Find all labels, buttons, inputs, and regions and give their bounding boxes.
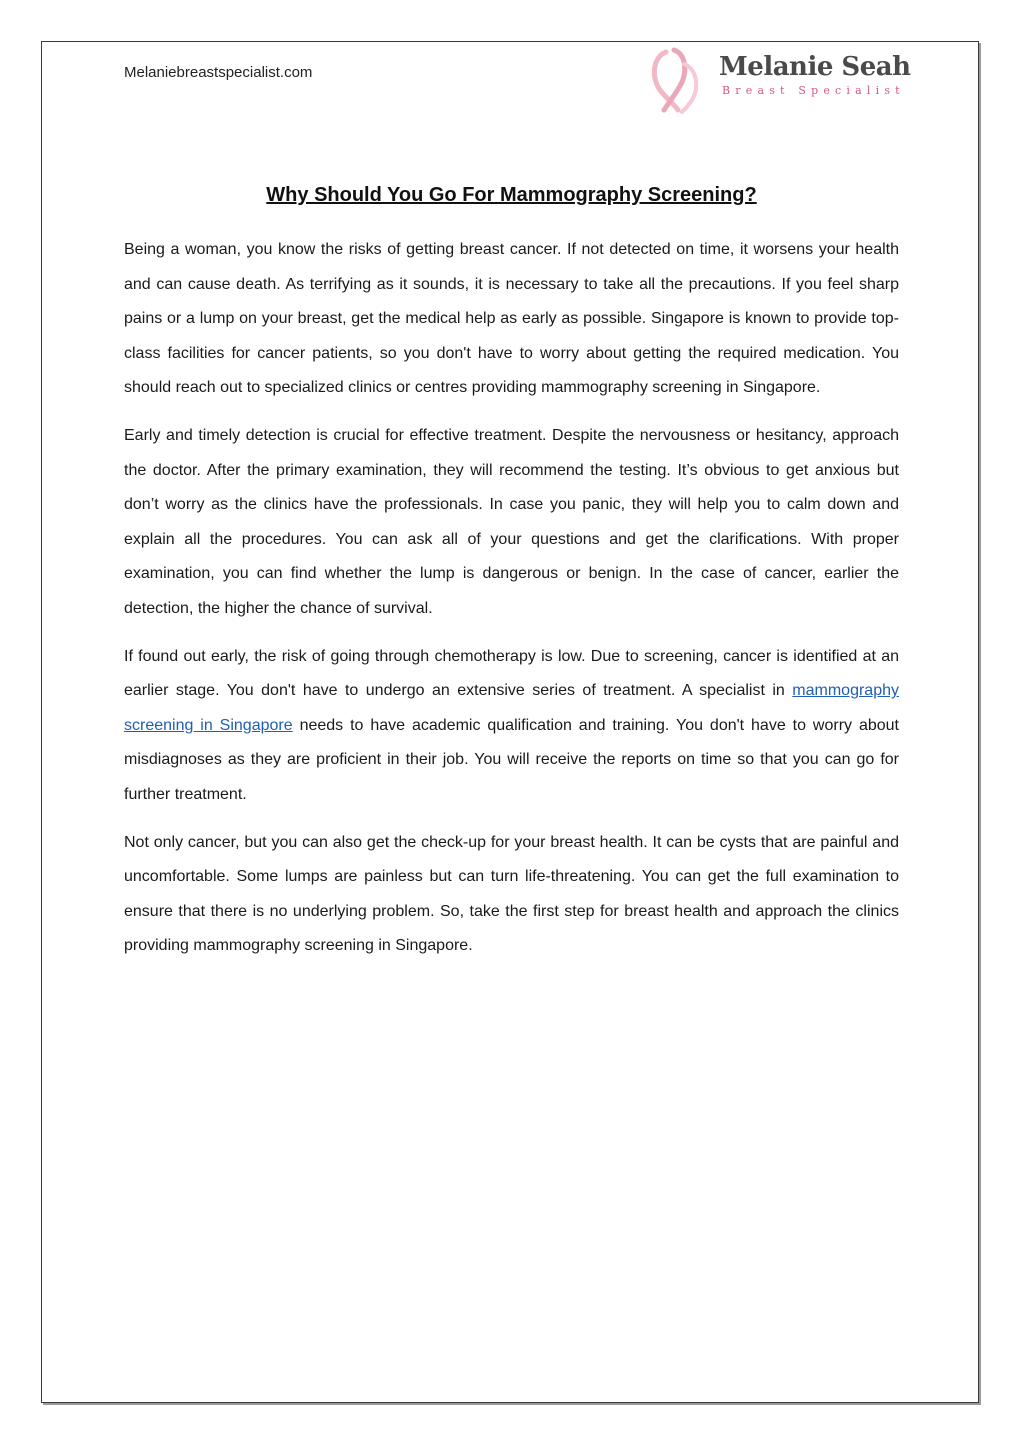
paragraph-3-text-before: If found out early, the risk of going through chemotherapy is low. Due to screening, cancer is identified at an earlier stage. You don't have to undergo an extensive series of treatment. A specialist in [124,647,899,700]
paragraph-3-text-after: needs to have academic qualification and training. You don't have to worry about misdiagnoses as they are proficient in their job. You will receive the reports on time so that you can go for further treatment. [124,716,900,803]
brand-logo [644,46,911,116]
logo-name: Melanie Seah [719,52,911,82]
paragraph-4: Not only cancer, but you can also get the check-up for your breast health. It can be cysts that are painful and uncomfortable. Some lumps are painless but can turn life-threatening. You can get the full examination to ensure that there is no underlying problem. So, take the first step for breast health and approach the clinics providing mammography screening in Singapore. [124,833,899,955]
site-url: Melaniebreastspecialist.com [124,64,313,81]
logo-tagline: Breast Specialist [722,84,905,97]
paragraph-1: Being a woman, you know the risks of getting breast cancer. If not detected on time, it worsens your health and can cause death. As terrifying as it sounds, it is necessary to take all the precautions. If you feel sharp pains or a lump on your breast, get the medical help as early as possible. Singapore is known to provide top-class facilities for cancer patients, so you don't have to worry about getting the required medication. You should reach out to specialized clinics or centres providing mammography screening in Singapore. [124,241,899,397]
paragraph-3 [124,640,899,813]
article-title: Why Should You Go For Mammography Screening? [266,184,757,206]
ribbon-monogram-icon [644,46,712,116]
paragraph-2: Early and timely detection is crucial for effective treatment. Despite the nervousness or hesitancy, approach the doctor. After the primary examination, they will recommend the testing. It’s obvious to get anxious but don’t worry as the clinics have the professionals. In case you panic, they will help you to calm down and explain all the procedures. You can ask all of your questions and get the clarifications. With proper examination, you can find whether the lump is dangerous or benign. In the case of cancer, earlier the detection, the higher the chance of survival. [124,426,899,617]
article-body [124,233,899,977]
mammography-screening-link[interactable]: mammography screening in Singapore [124,682,899,734]
